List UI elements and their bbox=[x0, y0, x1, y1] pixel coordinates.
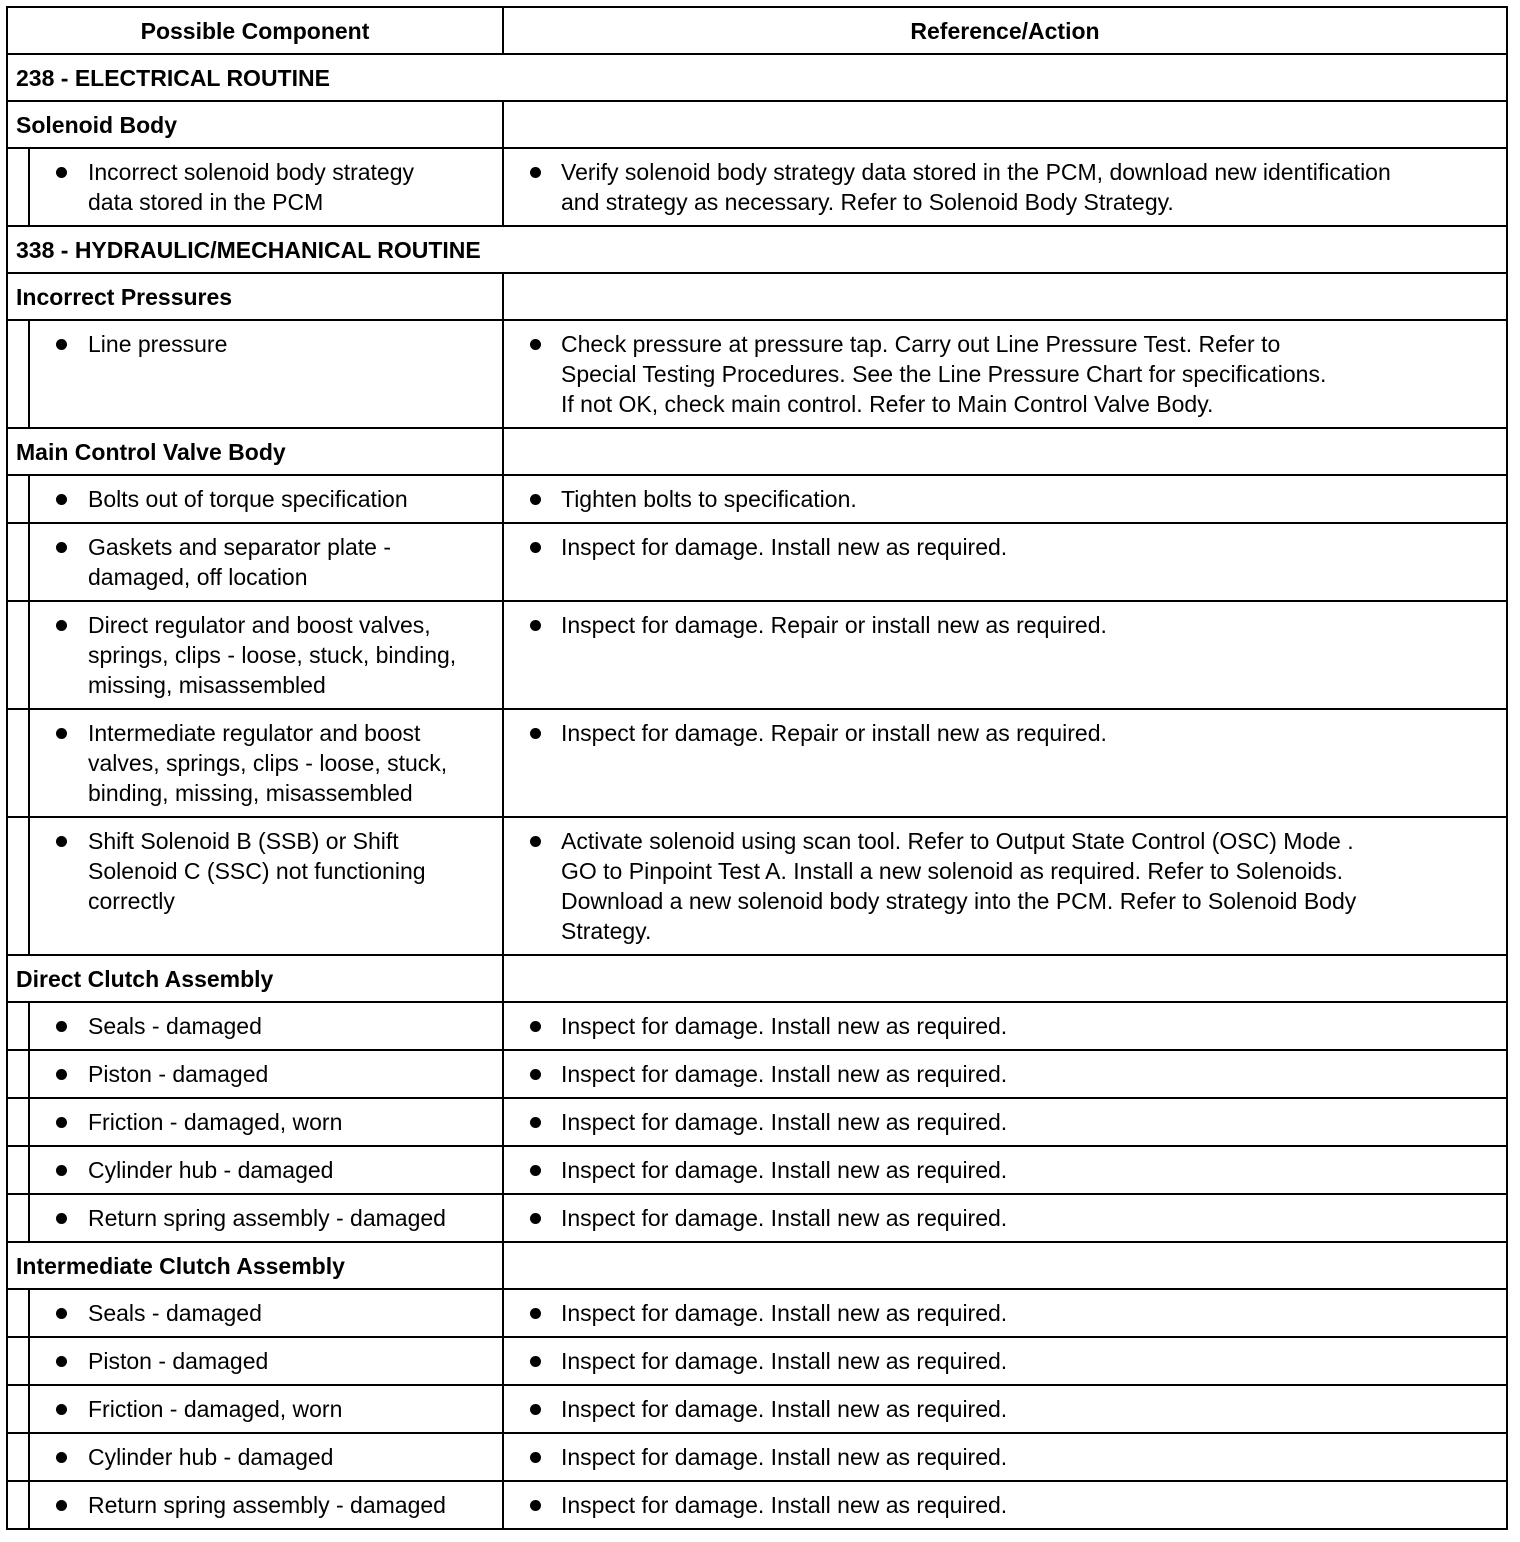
item-row bbox=[7, 320, 1507, 428]
bullet-icon bbox=[56, 1308, 67, 1319]
component-cell bbox=[29, 601, 503, 709]
action-text bbox=[504, 718, 1506, 748]
indent-cell bbox=[7, 1194, 29, 1242]
bullet-icon bbox=[530, 1117, 541, 1128]
section-row bbox=[7, 226, 1507, 273]
action-cell bbox=[503, 475, 1507, 523]
bullet-icon bbox=[56, 620, 67, 631]
action-text bbox=[504, 1203, 1506, 1233]
action-line: Inspect for damage. Install new as required. bbox=[561, 1348, 1008, 1374]
component-text bbox=[30, 1442, 502, 1472]
action-line: Inspect for damage. Install new as required. bbox=[561, 1396, 1008, 1422]
component-line: Incorrect solenoid body strategy bbox=[88, 159, 415, 185]
action-line: Inspect for damage. Install new as required. bbox=[561, 1013, 1008, 1039]
item-row bbox=[7, 1289, 1507, 1337]
component-line: data stored in the PCM bbox=[88, 189, 324, 215]
bullet-icon bbox=[530, 1500, 541, 1511]
component-cell bbox=[29, 709, 503, 817]
bullet-icon bbox=[56, 1021, 67, 1032]
bullet-icon bbox=[56, 1069, 67, 1080]
component-text bbox=[30, 1011, 502, 1041]
action-cell bbox=[503, 148, 1507, 226]
bullet-icon bbox=[530, 1356, 541, 1367]
component-line: Shift Solenoid B (SSB) or Shift bbox=[88, 828, 399, 854]
action-cell bbox=[503, 320, 1507, 428]
action-line: Verify solenoid body strategy data stored in the PCM, download new identification bbox=[561, 159, 1391, 185]
action-text bbox=[504, 484, 1506, 514]
bullet-icon bbox=[530, 339, 541, 350]
action-cell bbox=[503, 1050, 1507, 1098]
group-row bbox=[7, 428, 1507, 475]
component-line: Seals - damaged bbox=[88, 1300, 262, 1326]
item-row bbox=[7, 1433, 1507, 1481]
action-cell bbox=[503, 1002, 1507, 1050]
component-cell bbox=[29, 1146, 503, 1194]
component-line: Return spring assembly - damaged bbox=[88, 1205, 446, 1231]
action-text bbox=[504, 1442, 1506, 1472]
component-line: Bolts out of torque specification bbox=[88, 486, 408, 512]
component-cell bbox=[29, 1289, 503, 1337]
bullet-icon bbox=[530, 1021, 541, 1032]
indent-cell bbox=[7, 523, 29, 601]
component-line: missing, misassembled bbox=[88, 672, 326, 698]
indent-cell bbox=[7, 1146, 29, 1194]
header-component: Possible Component bbox=[7, 7, 503, 54]
component-cell bbox=[29, 523, 503, 601]
indent-cell bbox=[7, 601, 29, 709]
action-line: and strategy as necessary. Refer to Solenoid Body Strategy. bbox=[561, 189, 1174, 215]
bullet-icon bbox=[530, 1452, 541, 1463]
group-action-empty bbox=[503, 1242, 1507, 1289]
component-text bbox=[30, 1298, 502, 1328]
component-cell bbox=[29, 148, 503, 226]
bullet-icon bbox=[56, 339, 67, 350]
indent-cell bbox=[7, 1289, 29, 1337]
component-text bbox=[30, 1394, 502, 1424]
component-line: springs, clips - loose, stuck, binding, bbox=[88, 642, 457, 668]
indent-cell bbox=[7, 1098, 29, 1146]
header-action: Reference/Action bbox=[503, 7, 1507, 54]
group-action-empty bbox=[503, 273, 1507, 320]
component-line: Return spring assembly - damaged bbox=[88, 1492, 446, 1518]
component-cell bbox=[29, 475, 503, 523]
bullet-icon bbox=[530, 167, 541, 178]
action-cell bbox=[503, 1098, 1507, 1146]
action-line: Inspect for damage. Install new as required. bbox=[561, 1205, 1008, 1231]
group-row bbox=[7, 1242, 1507, 1289]
item-row bbox=[7, 148, 1507, 226]
bullet-icon bbox=[56, 542, 67, 553]
action-line: Inspect for damage. Install new as required. bbox=[561, 1109, 1008, 1135]
group-title: Incorrect Pressures bbox=[7, 273, 503, 320]
group-title: Solenoid Body bbox=[7, 101, 503, 148]
action-line: Inspect for damage. Install new as required. bbox=[561, 1492, 1008, 1518]
bullet-icon bbox=[530, 620, 541, 631]
item-row bbox=[7, 1337, 1507, 1385]
action-text bbox=[504, 1346, 1506, 1376]
action-text bbox=[504, 1107, 1506, 1137]
indent-cell bbox=[7, 1050, 29, 1098]
action-cell bbox=[503, 523, 1507, 601]
section-row bbox=[7, 54, 1507, 101]
indent-cell bbox=[7, 475, 29, 523]
action-text bbox=[504, 1155, 1506, 1185]
component-text bbox=[30, 484, 502, 514]
indent-cell bbox=[7, 817, 29, 955]
bullet-icon bbox=[56, 1165, 67, 1176]
component-line: Friction - damaged, worn bbox=[88, 1396, 343, 1422]
item-row bbox=[7, 1146, 1507, 1194]
bullet-icon bbox=[530, 1213, 541, 1224]
action-cell bbox=[503, 1289, 1507, 1337]
bullet-icon bbox=[56, 836, 67, 847]
component-text bbox=[30, 1346, 502, 1376]
action-line: Inspect for damage. Install new as required. bbox=[561, 1444, 1008, 1470]
action-text bbox=[504, 532, 1506, 562]
action-cell bbox=[503, 1481, 1507, 1529]
diagnostic-table bbox=[6, 6, 1508, 1530]
action-line: If not OK, check main control. Refer to Main Control Valve Body. bbox=[561, 391, 1214, 417]
component-text bbox=[30, 157, 502, 217]
action-text bbox=[504, 157, 1506, 217]
component-line: correctly bbox=[88, 888, 175, 914]
component-text bbox=[30, 329, 502, 359]
action-cell bbox=[503, 1146, 1507, 1194]
action-line: Inspect for damage. Install new as required. bbox=[561, 534, 1008, 560]
component-cell bbox=[29, 320, 503, 428]
indent-cell bbox=[7, 1002, 29, 1050]
component-line: damaged, off location bbox=[88, 564, 308, 590]
component-line: Solenoid C (SSC) not functioning bbox=[88, 858, 426, 884]
component-line: Intermediate regulator and boost bbox=[88, 720, 421, 746]
action-text bbox=[504, 329, 1506, 419]
action-line: Inspect for damage. Install new as required. bbox=[561, 1300, 1008, 1326]
indent-cell bbox=[7, 148, 29, 226]
component-line: Seals - damaged bbox=[88, 1013, 262, 1039]
item-row bbox=[7, 817, 1507, 955]
header-row bbox=[7, 7, 1507, 54]
action-line: Tighten bolts to specification. bbox=[561, 486, 857, 512]
indent-cell bbox=[7, 1385, 29, 1433]
group-title: Main Control Valve Body bbox=[7, 428, 503, 475]
component-cell bbox=[29, 1050, 503, 1098]
bullet-icon bbox=[56, 1452, 67, 1463]
bullet-icon bbox=[56, 1404, 67, 1415]
action-text bbox=[504, 610, 1506, 640]
group-title: Direct Clutch Assembly bbox=[7, 955, 503, 1002]
bullet-icon bbox=[56, 1500, 67, 1511]
bullet-icon bbox=[56, 1356, 67, 1367]
bullet-icon bbox=[56, 167, 67, 178]
item-row bbox=[7, 1098, 1507, 1146]
action-cell bbox=[503, 817, 1507, 955]
action-line: Inspect for damage. Install new as required. bbox=[561, 1157, 1008, 1183]
action-line: Activate solenoid using scan tool. Refer to Output State Control (OSC) Mode . bbox=[561, 828, 1354, 854]
indent-cell bbox=[7, 320, 29, 428]
action-cell bbox=[503, 601, 1507, 709]
bullet-icon bbox=[530, 1404, 541, 1415]
item-row bbox=[7, 1481, 1507, 1529]
component-text bbox=[30, 1490, 502, 1520]
action-line: Download a new solenoid body strategy into the PCM. Refer to Solenoid Body bbox=[561, 888, 1357, 914]
component-text bbox=[30, 1203, 502, 1233]
bullet-icon bbox=[530, 1308, 541, 1319]
action-text bbox=[504, 1490, 1506, 1520]
component-line: Line pressure bbox=[88, 331, 228, 357]
component-line: Friction - damaged, worn bbox=[88, 1109, 343, 1135]
item-row bbox=[7, 1194, 1507, 1242]
component-cell bbox=[29, 1337, 503, 1385]
action-line: Inspect for damage. Install new as required. bbox=[561, 1061, 1008, 1087]
item-row bbox=[7, 1385, 1507, 1433]
component-text bbox=[30, 1155, 502, 1185]
bullet-icon bbox=[56, 1213, 67, 1224]
action-cell bbox=[503, 1433, 1507, 1481]
action-line: GO to Pinpoint Test A. Install a new solenoid as required. Refer to Solenoids. bbox=[561, 858, 1344, 884]
component-cell bbox=[29, 1002, 503, 1050]
bullet-icon bbox=[530, 1069, 541, 1080]
component-line: Piston - damaged bbox=[88, 1061, 269, 1087]
action-text bbox=[504, 1011, 1506, 1041]
group-title: Intermediate Clutch Assembly bbox=[7, 1242, 503, 1289]
component-text bbox=[30, 610, 502, 700]
group-action-empty bbox=[503, 428, 1507, 475]
section-title: 338 - HYDRAULIC/MECHANICAL ROUTINE bbox=[7, 226, 1507, 273]
item-row bbox=[7, 475, 1507, 523]
action-line: Check pressure at pressure tap. Carry out Line Pressure Test. Refer to bbox=[561, 331, 1281, 357]
action-text bbox=[504, 1059, 1506, 1089]
group-row bbox=[7, 273, 1507, 320]
item-row bbox=[7, 1002, 1507, 1050]
component-cell bbox=[29, 817, 503, 955]
action-cell bbox=[503, 1194, 1507, 1242]
bullet-icon bbox=[530, 542, 541, 553]
component-line: valves, springs, clips - loose, stuck, bbox=[88, 750, 448, 776]
component-line: Cylinder hub - damaged bbox=[88, 1444, 334, 1470]
component-line: Direct regulator and boost valves, bbox=[88, 612, 431, 638]
action-text bbox=[504, 1394, 1506, 1424]
indent-cell bbox=[7, 1481, 29, 1529]
item-row bbox=[7, 523, 1507, 601]
group-action-empty bbox=[503, 101, 1507, 148]
action-cell bbox=[503, 1385, 1507, 1433]
section-title: 238 - ELECTRICAL ROUTINE bbox=[7, 54, 1507, 101]
bullet-icon bbox=[56, 728, 67, 739]
bullet-icon bbox=[530, 494, 541, 505]
bullet-icon bbox=[530, 1165, 541, 1176]
component-line: Gaskets and separator plate - bbox=[88, 534, 391, 560]
component-text bbox=[30, 826, 502, 916]
component-text bbox=[30, 718, 502, 808]
action-line: Inspect for damage. Repair or install new as required. bbox=[561, 612, 1107, 638]
action-line: Inspect for damage. Repair or install new as required. bbox=[561, 720, 1107, 746]
group-row bbox=[7, 955, 1507, 1002]
component-line: binding, missing, misassembled bbox=[88, 780, 413, 806]
component-line: Piston - damaged bbox=[88, 1348, 269, 1374]
component-text bbox=[30, 1107, 502, 1137]
indent-cell bbox=[7, 1337, 29, 1385]
bullet-icon bbox=[56, 494, 67, 505]
component-cell bbox=[29, 1481, 503, 1529]
group-action-empty bbox=[503, 955, 1507, 1002]
component-cell bbox=[29, 1194, 503, 1242]
action-cell bbox=[503, 1337, 1507, 1385]
action-cell bbox=[503, 709, 1507, 817]
action-line: Strategy. bbox=[561, 918, 652, 944]
component-line: Cylinder hub - damaged bbox=[88, 1157, 334, 1183]
action-line: Special Testing Procedures. See the Line Pressure Chart for specifications. bbox=[561, 361, 1327, 387]
item-row bbox=[7, 601, 1507, 709]
component-cell bbox=[29, 1385, 503, 1433]
item-row bbox=[7, 1050, 1507, 1098]
action-text bbox=[504, 826, 1506, 946]
indent-cell bbox=[7, 1433, 29, 1481]
component-cell bbox=[29, 1098, 503, 1146]
component-text bbox=[30, 532, 502, 592]
indent-cell bbox=[7, 709, 29, 817]
component-cell bbox=[29, 1433, 503, 1481]
bullet-icon bbox=[56, 1117, 67, 1128]
bullet-icon bbox=[530, 728, 541, 739]
bullet-icon bbox=[530, 836, 541, 847]
item-row bbox=[7, 709, 1507, 817]
component-text bbox=[30, 1059, 502, 1089]
action-text bbox=[504, 1298, 1506, 1328]
group-row bbox=[7, 101, 1507, 148]
